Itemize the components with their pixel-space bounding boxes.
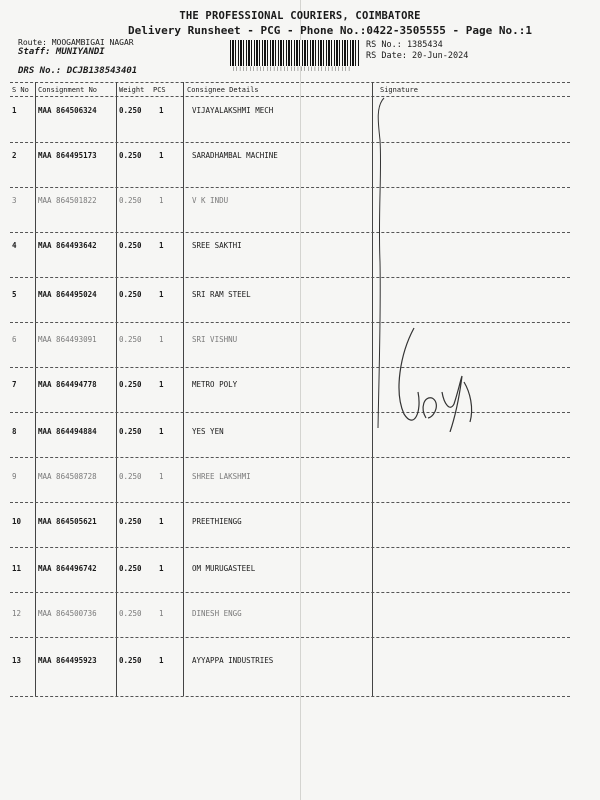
row-weight: 0.250 — [119, 517, 142, 526]
barcode-digits: ||||||||||||||||||||||||||||||||||| — [232, 66, 352, 71]
row-weight: 0.250 — [119, 335, 142, 344]
row-weight: 0.250 — [119, 380, 142, 389]
row-weight: 0.250 — [119, 609, 142, 618]
table-row — [0, 640, 600, 685]
row-pcs: 1 — [159, 656, 164, 665]
rs-number: RS No.: 1385434 — [366, 40, 443, 50]
table-row — [0, 325, 600, 370]
table-row — [0, 505, 600, 550]
row-pcs: 1 — [159, 106, 164, 115]
row-pcs: 1 — [159, 335, 164, 344]
col-header-consignee: Consignee Details — [187, 86, 259, 94]
row-weight: 0.250 — [119, 151, 142, 160]
row-sno: 4 — [12, 241, 17, 250]
row-consignment: MAA 864493091 — [38, 335, 97, 344]
row-consignment: MAA 864493642 — [38, 241, 97, 250]
row-divider — [10, 592, 570, 593]
row-pcs: 1 — [159, 517, 164, 526]
row-sno: 7 — [12, 380, 17, 389]
row-consignment: MAA 864494778 — [38, 380, 97, 389]
row-consignee: YES YEN — [192, 427, 224, 436]
row-weight: 0.250 — [119, 290, 142, 299]
table-row — [0, 280, 600, 325]
col-header-signature: Signature — [380, 86, 418, 94]
table-row — [0, 145, 600, 190]
table-row — [0, 235, 600, 280]
row-pcs: 1 — [159, 241, 164, 250]
row-consignee: METRO POLY — [192, 380, 238, 389]
row-weight: 0.250 — [119, 472, 142, 481]
row-consignee: SARADHAMBAL MACHINE — [192, 151, 278, 160]
row-weight: 0.250 — [119, 196, 142, 205]
company-title: THE PROFESSIONAL COURIERS, COIMBATORE — [179, 10, 421, 22]
row-consignee: PREETHIENGG — [192, 517, 242, 526]
row-pcs: 1 — [159, 472, 164, 481]
row-sno: 6 — [12, 335, 17, 344]
barcode-icon — [230, 40, 360, 66]
route-label: Route: MOOGAMBIGAI NAGAR — [18, 38, 134, 47]
row-consignee: SRI VISHNU — [192, 335, 238, 344]
row-sno: 8 — [12, 427, 17, 436]
table-row — [0, 190, 600, 235]
row-consignment: MAA 864505621 — [38, 517, 97, 526]
staff-label: Staff: MUNIYANDI — [18, 47, 105, 57]
row-divider — [10, 502, 570, 503]
table-row — [0, 415, 600, 460]
row-consignee: SRI RAM STEEL — [192, 290, 251, 299]
row-sno: 9 — [12, 472, 17, 481]
row-weight: 0.250 — [119, 656, 142, 665]
row-sno: 12 — [12, 609, 22, 618]
row-weight: 0.250 — [119, 106, 142, 115]
row-sno: 1 — [12, 106, 17, 115]
row-sno: 11 — [12, 564, 22, 573]
row-consignment: MAA 864495024 — [38, 290, 97, 299]
row-consignment: MAA 864495923 — [38, 656, 97, 665]
row-divider — [10, 696, 570, 697]
row-consignee: SREE SAKTHI — [192, 241, 242, 250]
table-row — [0, 100, 600, 145]
row-pcs: 1 — [159, 380, 164, 389]
row-sno: 10 — [12, 517, 22, 526]
col-header-consignment: Consignment No — [38, 86, 98, 94]
table-row — [0, 550, 600, 595]
handwritten-signature — [370, 92, 490, 432]
row-consignee: V K INDU — [192, 196, 229, 205]
col-header-pcs: PCS — [153, 86, 166, 94]
row-consignment: MAA 864501822 — [38, 196, 97, 205]
row-weight: 0.250 — [119, 564, 142, 573]
row-pcs: 1 — [159, 196, 164, 205]
row-consignment: MAA 864508728 — [38, 472, 97, 481]
table-row — [0, 595, 600, 640]
row-pcs: 1 — [159, 564, 164, 573]
row-consignee: VIJAYALAKSHMI MECH — [192, 106, 274, 115]
drs-number: DRS No.: DCJB138543401 — [18, 66, 138, 76]
rs-date: RS Date: 20-Jun-2024 — [366, 51, 469, 61]
row-sno: 3 — [12, 196, 17, 205]
row-divider — [10, 547, 570, 548]
row-consignee: AYYAPPA INDUSTRIES — [192, 656, 274, 665]
table-row — [0, 370, 600, 415]
row-consignee: DINESH ENGG — [192, 609, 242, 618]
row-pcs: 1 — [159, 609, 164, 618]
row-weight: 0.250 — [119, 427, 142, 436]
row-consignment: MAA 864500736 — [38, 609, 97, 618]
row-pcs: 1 — [159, 427, 164, 436]
row-consignment: MAA 864506324 — [38, 106, 97, 115]
row-divider — [10, 637, 570, 638]
table-row — [0, 460, 600, 505]
row-divider — [10, 457, 570, 458]
col-header-sno: S No — [12, 86, 29, 94]
row-sno: 5 — [12, 290, 17, 299]
row-consignment: MAA 864495173 — [38, 151, 97, 160]
runsheet-title: Delivery Runsheet - PCG - Phone No.:0422-3505555 - Page No.:1 — [128, 24, 532, 37]
row-consignee: SHREE LAKSHMI — [192, 472, 251, 481]
header-top-divider — [10, 82, 570, 83]
row-sno: 13 — [12, 656, 22, 665]
col-header-weight: Weight — [119, 86, 145, 94]
row-weight: 0.250 — [119, 241, 142, 250]
row-sno: 2 — [12, 151, 17, 160]
row-consignment: MAA 864494884 — [38, 427, 97, 436]
row-consignment: MAA 864496742 — [38, 564, 97, 573]
row-consignee: OM MURUGASTEEL — [192, 564, 256, 573]
row-pcs: 1 — [159, 151, 164, 160]
row-pcs: 1 — [159, 290, 164, 299]
